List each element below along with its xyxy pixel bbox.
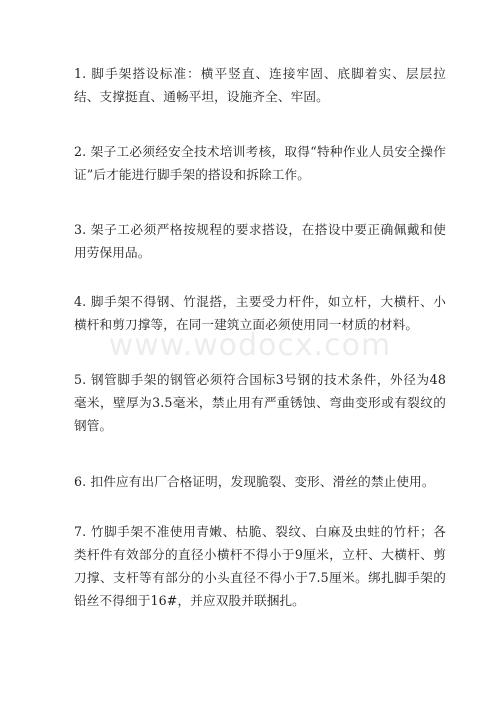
paragraph-text: 扣件应有出厂合格证明，发现脆裂、变形、滑丝的禁止使用。 <box>90 474 435 489</box>
paragraph-7 <box>74 520 446 612</box>
paragraph-number: 4. <box>74 294 87 309</box>
paragraph-text: 竹脚手架不准使用青嫩、枯脆、裂纹、白麻及虫蛀的竹杆；各类杆件有效部分的直径小横杆不得小于9厘米，立杆、大横杆、剪刀撑、支杆等有部分的小头直径不得小于7.5厘米。绑扎脚手架的铅丝不得细于16#，并应双股并联捆扎。 <box>74 524 446 608</box>
paragraph-number: 3. <box>74 222 87 237</box>
paragraph-number: 7. <box>74 524 87 539</box>
paragraph-text: 脚手架搭设标准：横平竖直、连接牢固、底脚着实、层层拉结、支撑挺直、通畅平坦，设施齐全、牢固。 <box>74 66 447 104</box>
paragraph-number: 6. <box>74 474 87 489</box>
paragraph-text: 脚手架不得钢、竹混搭，主要受力杆件，如立杆，大横杆、小横杆和剪刀撑等，在同一建筑立面必须使用同一材质的材料。 <box>74 294 446 332</box>
paragraph-number: 1. <box>74 66 87 81</box>
paragraph-5 <box>74 368 446 437</box>
paragraph-1 <box>74 62 446 108</box>
paragraph-number: 5. <box>74 372 87 387</box>
paragraph-text: 架子工必须严格按规程的要求搭设，在搭设中要正确佩戴和使用劳保用品。 <box>74 222 446 260</box>
watermark: www.wodocx.com <box>108 328 392 363</box>
paragraph-text: 钢管脚手架的钢管必须符合国标3号钢的技术条件，外径为48毫米，壁厚为3.5毫米，禁止用有严重锈蚀、弯曲变形或有裂纹的钢管。 <box>74 372 446 433</box>
paragraph-4 <box>74 290 446 336</box>
paragraph-text: 架子工必须经安全技术培训考核，取得“特种作业人员安全操作证”后才能进行脚手架的搭设和拆除工作。 <box>74 144 446 182</box>
paragraph-2 <box>74 140 446 186</box>
paragraph-3 <box>74 218 446 264</box>
paragraph-number: 2. <box>74 144 87 159</box>
paragraph-6 <box>74 470 446 493</box>
